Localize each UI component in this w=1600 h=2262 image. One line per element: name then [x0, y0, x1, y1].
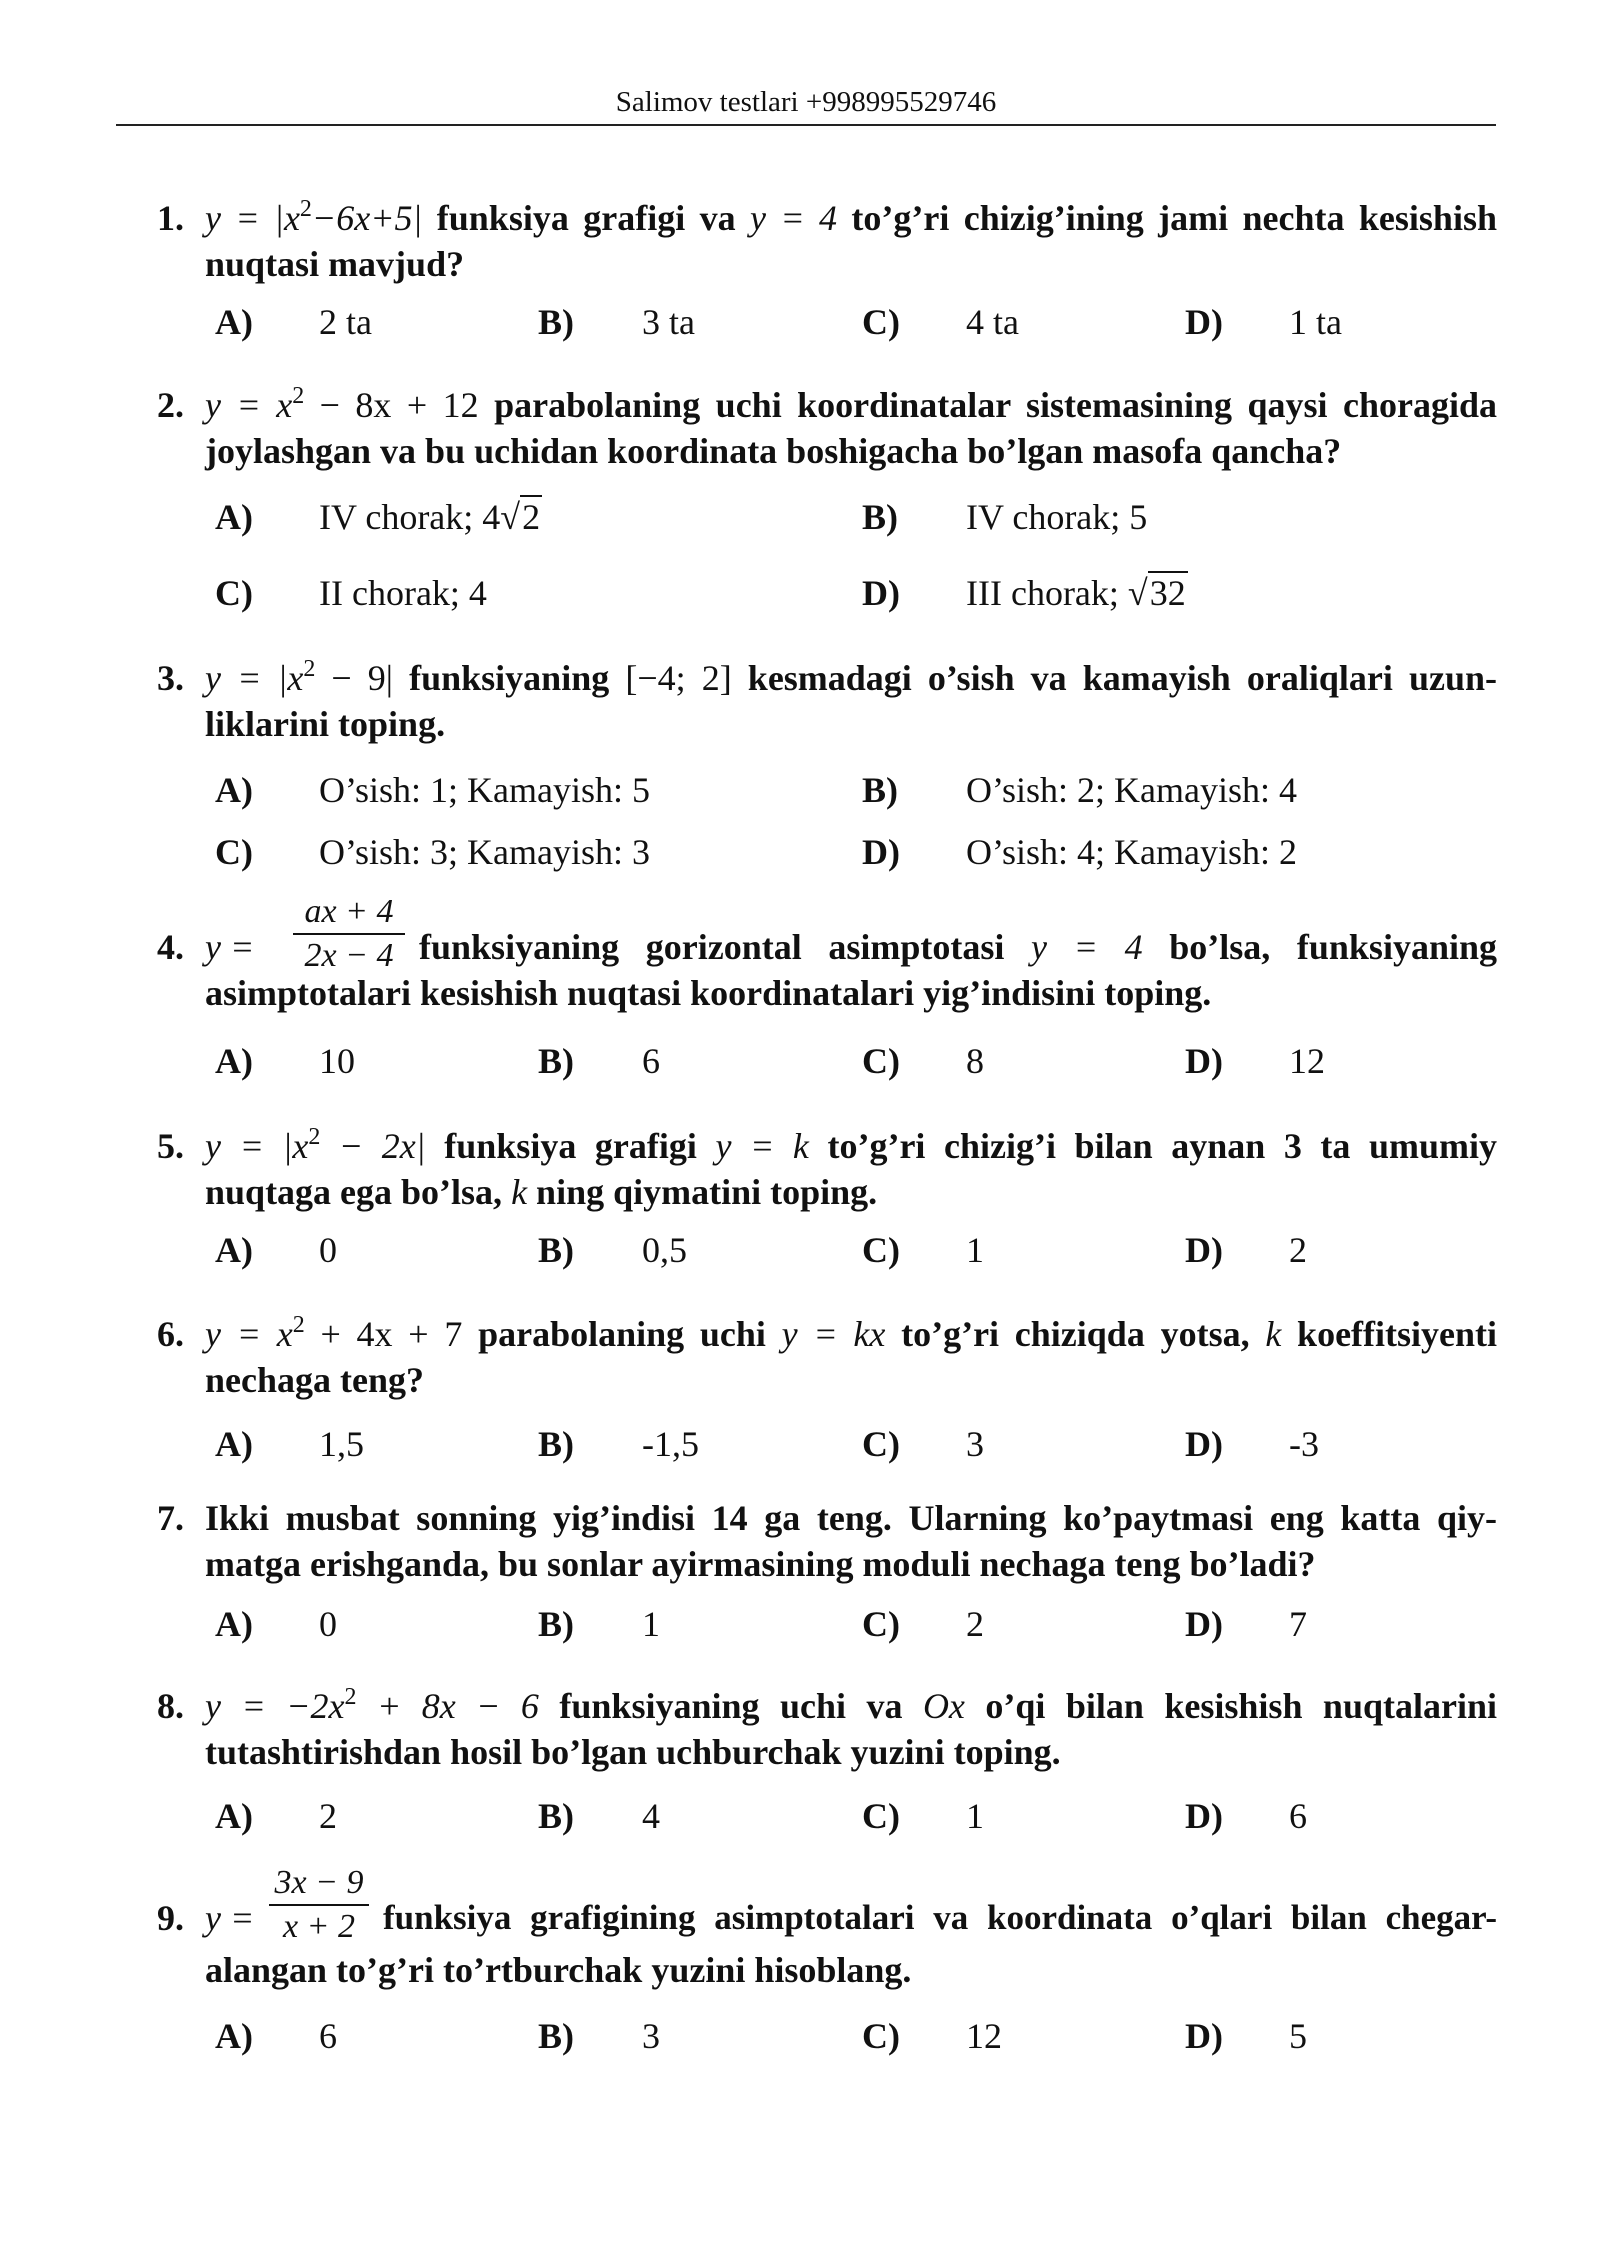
option-c[interactable]: C) 4 ta	[862, 302, 1019, 342]
option-d[interactable]: D) 7	[1185, 1604, 1307, 1644]
option-b[interactable]: B) IV chorak; 5	[862, 497, 1148, 537]
option-c[interactable]: C) 8	[862, 1041, 984, 1081]
question-text-line-2: liklarini toping.	[205, 704, 446, 744]
option-b[interactable]: B) 0,5	[538, 1230, 687, 1270]
option-b[interactable]: B) 3	[538, 2016, 660, 2056]
option-a[interactable]: A) 6	[215, 2016, 337, 2056]
equation-lhs: y =	[205, 927, 255, 967]
option-d[interactable]: D) III chorak; √32	[862, 573, 1186, 613]
question-text-line-1: $y = x^2 - 8x + 12$ parabolaning uchi koordinatalar sistemasining qaysi choragida	[205, 383, 1498, 425]
question-number: 6.	[157, 1314, 184, 1354]
question-text-line-2: nechaga teng?	[205, 1360, 424, 1400]
fraction: 3x − 9 x + 2	[269, 1864, 369, 1946]
option-a[interactable]: A) 0	[215, 1604, 337, 1644]
question-number: 2.	[157, 385, 184, 425]
option-a[interactable]: A) 0	[215, 1230, 337, 1270]
option-a[interactable]: A) IV chorak; 4√2	[215, 497, 541, 537]
question-text-line-2: nuqtaga ega bo’lsa, k ning qiymatini toping.	[205, 1172, 878, 1212]
fraction-bar	[293, 933, 405, 935]
question-text-line-1: $y = |x^2-6x+5|$ funksiya grafigi va y = 4 to’g’ri chizig’ining jami nechta kesishish	[205, 196, 1497, 238]
sqrt-symbol: √2	[500, 497, 541, 537]
question-number: 1.	[157, 198, 184, 238]
option-d[interactable]: D) 2	[1185, 1230, 1307, 1270]
question-text-line-2: joylashgan va bu uchidan koordinata boshigacha bo’lgan masofa qancha?	[205, 431, 1342, 471]
option-d[interactable]: D) O’sish: 4; Kamayish: 2	[862, 832, 1297, 872]
question-text-line-1: $y = -2x^2 + 8x - 6$ funksiyaning uchi va Ox o’qi bilan kesishish nuqtalarini	[205, 1684, 1497, 1726]
option-b[interactable]: B) 3 ta	[538, 302, 695, 342]
option-a[interactable]: A) 1,5	[215, 1424, 364, 1464]
option-c[interactable]: C) 1	[862, 1230, 984, 1270]
option-c[interactable]: C) O’sish: 3; Kamayish: 3	[215, 832, 650, 872]
question-text-line-1: funksiya grafigining asimptotalari va koordinata o’qlari bilan chegar-	[383, 1898, 1497, 1937]
question-text-line-2: matga erishganda, bu sonlar ayirmasining moduli nechaga teng bo’ladi?	[205, 1544, 1316, 1584]
fraction-bar	[269, 1904, 369, 1906]
option-c[interactable]: C) II chorak; 4	[215, 573, 487, 613]
question-number: 4.	[157, 927, 184, 967]
page-header: Salimov testlari +998995529746	[615, 86, 997, 118]
equation-lhs: y =	[205, 1898, 255, 1938]
option-a[interactable]: A) 10	[215, 1041, 355, 1081]
question-text-line-1: $y = |x^2 - 9|$ funksiyaning [−4; 2] kesmadagi o’sish va kamayish oraliqlari uzun-	[205, 656, 1498, 698]
header-divider	[116, 124, 1496, 126]
question-text-line-2: alangan to’g’ri to’rtburchak yuzini hisoblang.	[205, 1950, 912, 1990]
question-text-line-1: $y = x^2 + 4x + 7$ parabolaning uchi y = kx to’g’ri chiziqda yotsa, k koeffitsiyenti	[205, 1312, 1498, 1354]
fraction: ax + 4 2x − 4	[293, 893, 405, 975]
question-number: 9.	[157, 1898, 184, 1938]
question-text-line-1: Ikki musbat sonning yig’indisi 14 ga teng. Ularning ko’paytmasi eng katta qiy-	[205, 1498, 1497, 1538]
question-number: 3.	[157, 658, 184, 698]
option-a[interactable]: A) 2 ta	[215, 302, 372, 342]
option-c[interactable]: C) 1	[862, 1796, 984, 1836]
option-d[interactable]: D) 5	[1185, 2016, 1307, 2056]
question-number: 7.	[157, 1498, 184, 1538]
sqrt-symbol: √32	[1127, 573, 1186, 613]
option-c[interactable]: C) 3	[862, 1424, 984, 1464]
question-text-line-2: nuqtasi mavjud?	[205, 244, 465, 284]
option-d[interactable]: D) -3	[1185, 1424, 1319, 1464]
option-d[interactable]: D) 6	[1185, 1796, 1307, 1836]
question-text-line-2: asimptotalari kesishish nuqtasi koordinatalari yig’indisini toping.	[205, 973, 1212, 1013]
option-a[interactable]: A) 2	[215, 1796, 337, 1836]
option-b[interactable]: B) O’sish: 2; Kamayish: 4	[862, 770, 1297, 810]
question-number: 5.	[157, 1126, 184, 1166]
question-text-line-2: tutashtirishdan hosil bo’lgan uchburchak yuzini toping.	[205, 1732, 1061, 1772]
question-text-line-1: funksiyaning gorizontal asimptotasi y = 4 bo’lsa, funksiyaning	[419, 927, 1497, 967]
option-b[interactable]: B) 1	[538, 1604, 660, 1644]
question-text-line-1: $y = |x^2 - 2x|$ funksiya grafigi y = k to’g’ri chizig’i bilan aynan 3 ta umumiy	[205, 1124, 1497, 1166]
option-d[interactable]: D) 12	[1185, 1041, 1325, 1081]
option-c[interactable]: C) 2	[862, 1604, 984, 1644]
question-number: 8.	[157, 1686, 184, 1726]
option-d[interactable]: D) 1 ta	[1185, 302, 1342, 342]
option-b[interactable]: B) -1,5	[538, 1424, 699, 1464]
option-c[interactable]: C) 12	[862, 2016, 1002, 2056]
option-a[interactable]: A) O’sish: 1; Kamayish: 5	[215, 770, 650, 810]
option-b[interactable]: B) 6	[538, 1041, 660, 1081]
option-b[interactable]: B) 4	[538, 1796, 660, 1836]
